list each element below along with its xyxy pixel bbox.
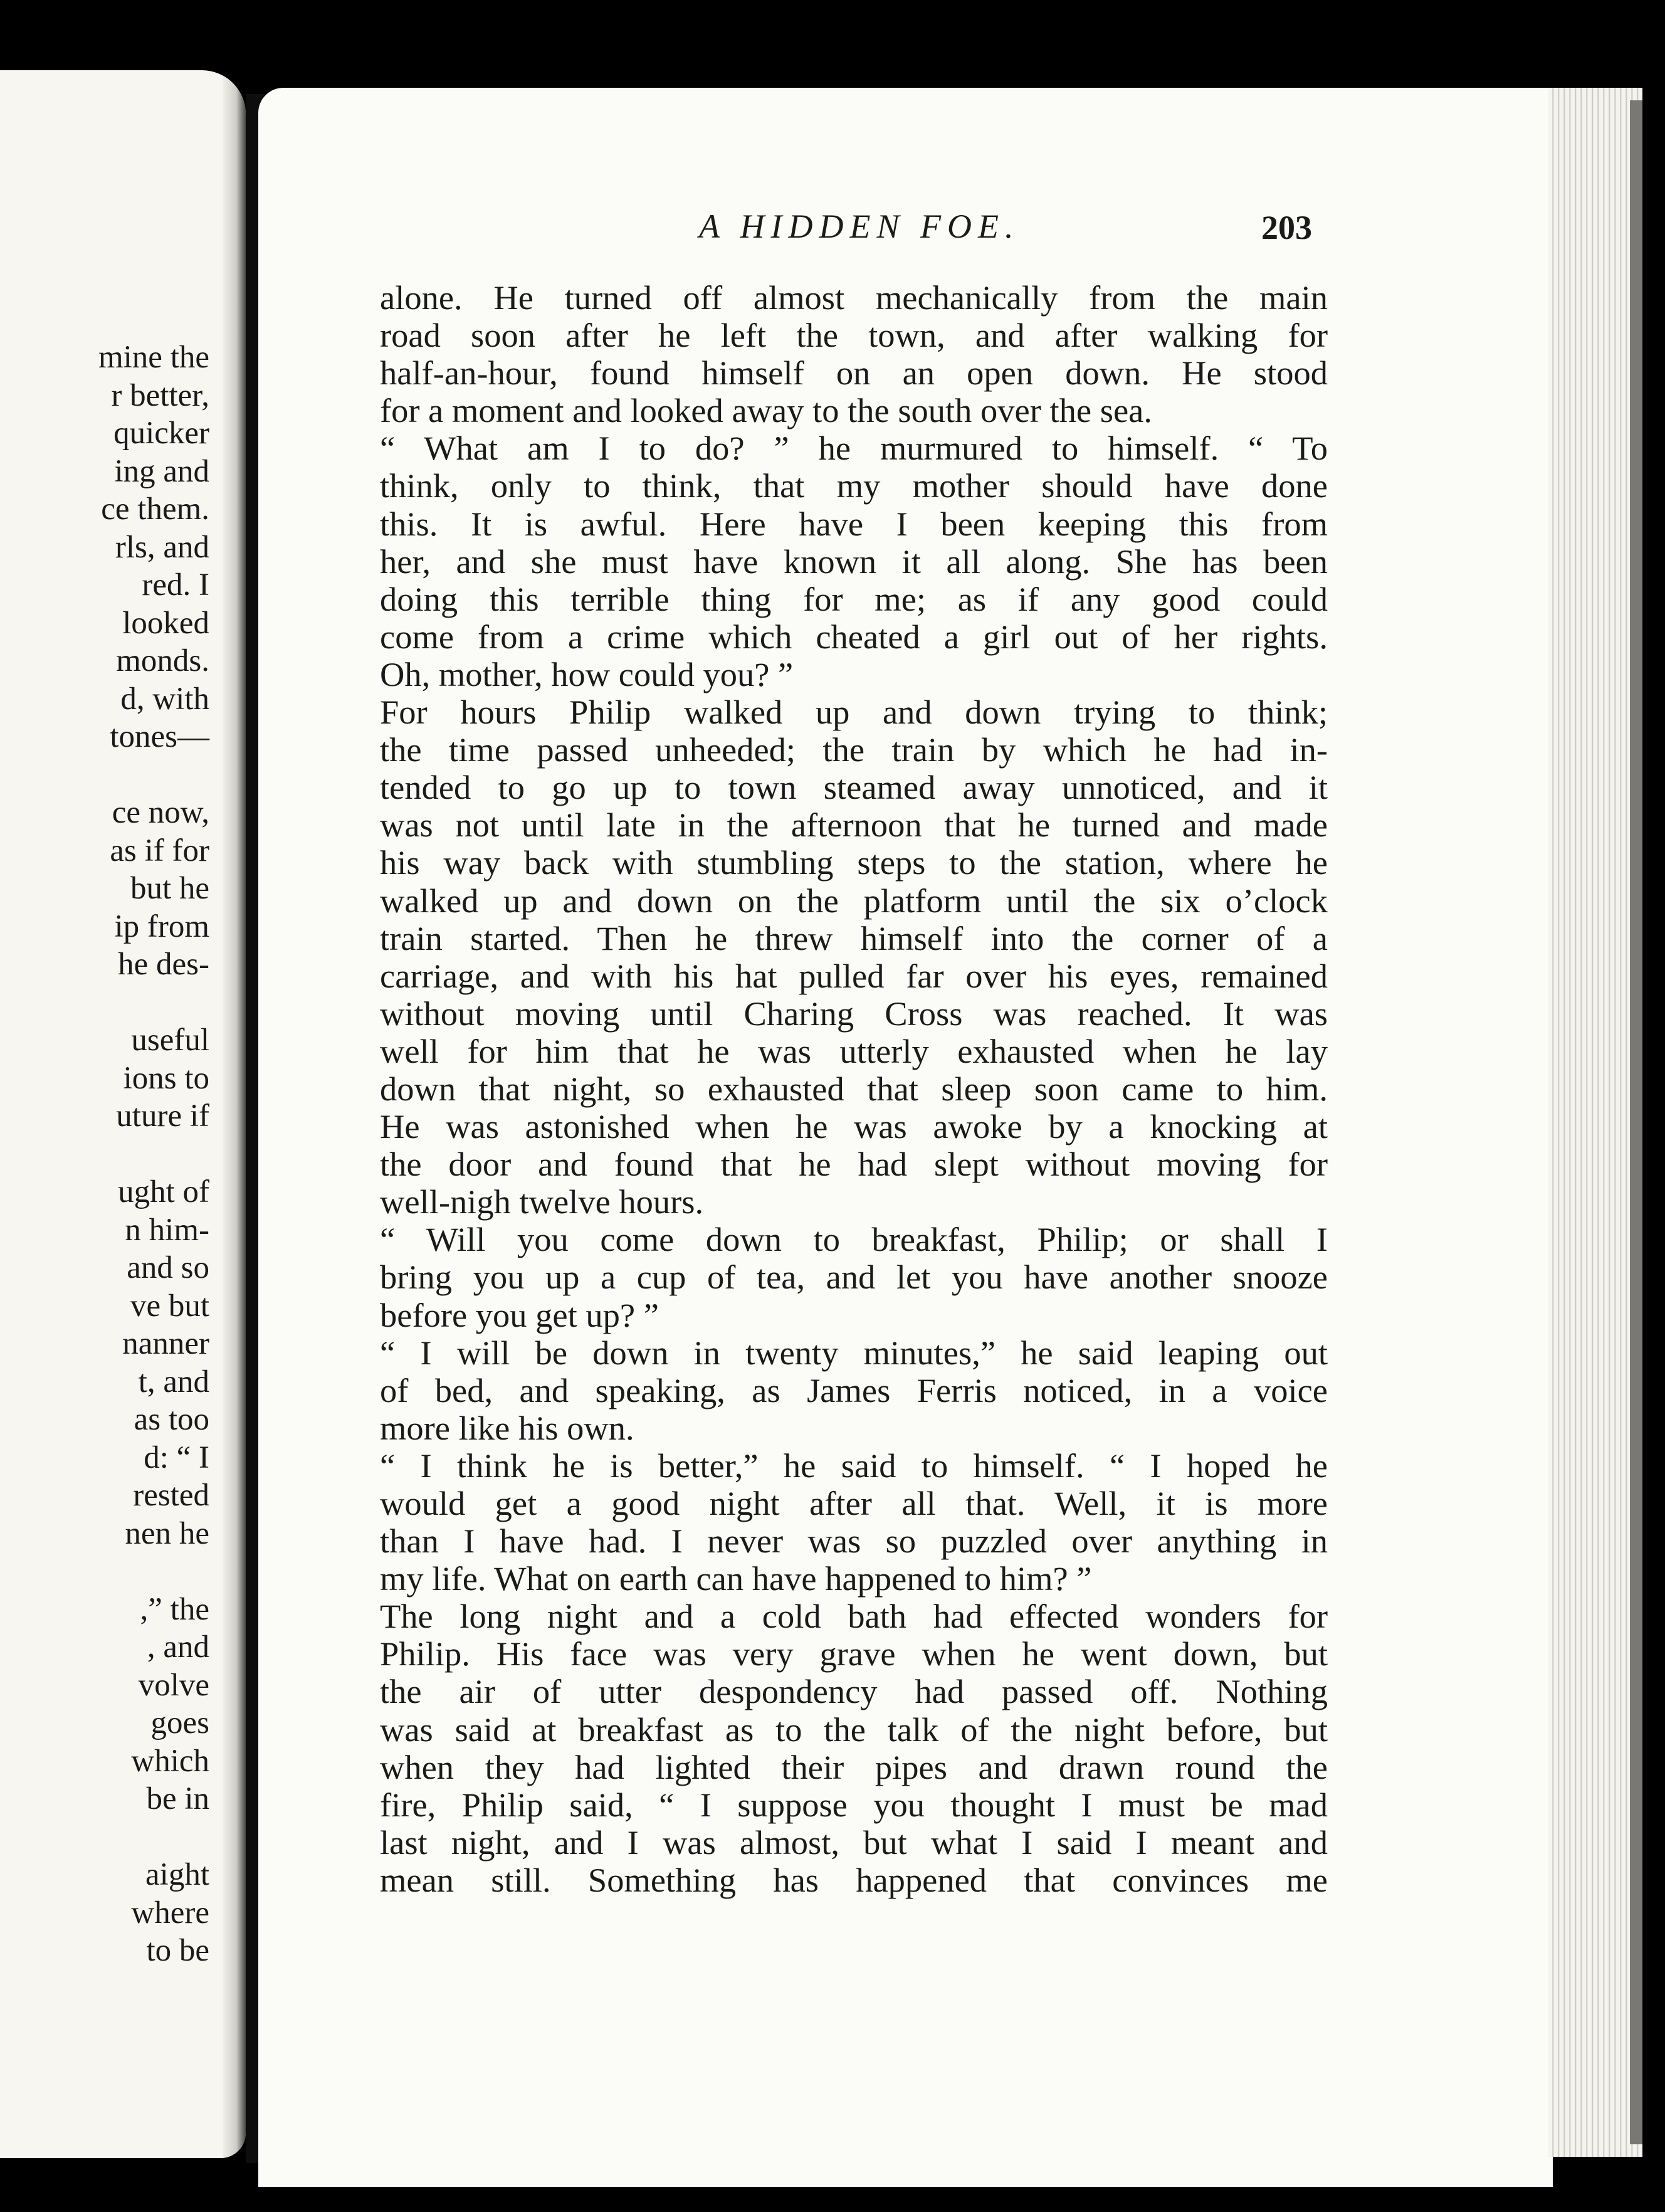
text-line: this. It is awful. Here have I been keeping this from — [380, 504, 1328, 543]
text-line: was said at breakfast as to the talk of the night before, but — [380, 1710, 1328, 1749]
previous-page-line: t, and — [138, 1364, 209, 1399]
page-edges-shadow — [1630, 100, 1642, 2144]
previous-page-line: rested — [133, 1478, 209, 1513]
text-line: when they had lighted their pipes and drawn round the — [380, 1747, 1328, 1786]
previous-page-line: as too — [134, 1402, 209, 1437]
previous-page-line: , and — [147, 1630, 209, 1665]
text-line: bring you up a cup of tea, and let you have another snooze — [380, 1258, 1328, 1297]
text-line: his way back with stumbling steps to the station, where he — [380, 843, 1328, 882]
previous-page-line: as if for — [110, 833, 209, 868]
page-number: 203 — [1261, 209, 1312, 246]
previous-page-text — [98, 339, 209, 1970]
previous-page-line: but he — [130, 871, 209, 906]
previous-page-line: he des- — [118, 947, 209, 982]
text-line: Philip. His face was very grave when he went down, but — [380, 1635, 1328, 1673]
text-line: “ I think he is better,” he said to himself. “ I hoped he — [380, 1446, 1328, 1485]
previous-page-line: nen he — [125, 1515, 209, 1551]
previous-page-line — [98, 1818, 209, 1856]
text-line: the time passed unheeded; the train by which he had in- — [380, 730, 1328, 769]
text-line: was not until late in the afternoon that he turned and made — [380, 806, 1328, 845]
previous-page-line: aight — [145, 1857, 209, 1892]
text-line: well for him that he was utterly exhausted when he lay — [380, 1031, 1328, 1070]
previous-page-line: ions to — [123, 1060, 209, 1096]
previous-page-line: goes — [150, 1705, 209, 1741]
text-line: half-an-hour, found himself on an open down. He stood — [380, 354, 1328, 392]
text-line: before you get up? ” — [380, 1295, 659, 1334]
text-line: tended to go up to town steamed away unnoticed, and it — [380, 768, 1328, 807]
binding-gutter — [223, 70, 246, 2158]
text-line: walked up and down on the platform until the six o’clock — [380, 881, 1328, 920]
running-title: A HIDDEN FOE. — [699, 208, 1020, 245]
text-line: train started. Then he threw himself into the corner of a — [380, 919, 1328, 957]
previous-page-line: d, with — [120, 681, 209, 717]
text-line: alone. He turned off almost mechanically from the main — [380, 278, 1328, 317]
text-line: than I have had. I never was so puzzled over anything in — [380, 1522, 1328, 1561]
text-line: would get a good night after all that. Well, it is more — [380, 1484, 1328, 1522]
previous-page-line: ve but — [130, 1288, 209, 1324]
text-line: last night, and I was almost, but what I said I meant and — [380, 1823, 1328, 1862]
text-line: without moving until Charing Cross was reached. It was — [380, 994, 1328, 1033]
text-line: For hours Philip walked up and down trying to think; — [380, 693, 1328, 732]
page-body-text — [380, 279, 1328, 1899]
previous-page-line: volve — [138, 1667, 209, 1703]
previous-page-line: be in — [146, 1781, 209, 1816]
previous-page-line — [98, 1552, 209, 1591]
text-line: think, only to think, that my mother should have done — [380, 466, 1328, 505]
text-line: down that night, so exhausted that sleep soon came to him. — [380, 1069, 1328, 1108]
running-head — [0, 207, 1665, 251]
previous-page-line: which — [131, 1743, 209, 1779]
text-line: Oh, mother, how could you? ” — [380, 655, 794, 693]
text-line: come from a crime which cheated a girl out of her rights. — [380, 617, 1328, 656]
previous-page-line — [98, 984, 209, 1022]
text-line: of bed, and speaking, as James Ferris noticed, in a voice — [380, 1371, 1328, 1409]
previous-page-line: ce now, — [112, 795, 209, 830]
previous-page-line — [98, 756, 209, 794]
text-line: my life. What on earth can have happened to him? ” — [380, 1559, 1092, 1598]
text-line: the door and found that he had slept without moving for — [380, 1145, 1328, 1184]
text-line: carriage, and with his hat pulled far over his eyes, remained — [380, 956, 1328, 995]
previous-page-line: d: “ I — [144, 1440, 209, 1475]
previous-page-line: rls, and — [115, 529, 209, 565]
text-line: more like his own. — [380, 1408, 634, 1447]
previous-page-line: quicker — [113, 416, 209, 451]
text-line: well-nigh twelve hours. — [380, 1182, 704, 1221]
previous-page-line: ip from — [114, 908, 209, 944]
text-line: “ Will you come down to breakfast, Philip; or shall I — [380, 1220, 1328, 1259]
previous-page-line: looked — [122, 605, 209, 641]
text-line: “ What am I to do? ” he murmured to himself. “ To — [380, 429, 1328, 468]
previous-page-line: ,” the — [140, 1591, 209, 1627]
previous-page-line: n him- — [125, 1212, 209, 1248]
text-line: mean still. Something has happened that convinces me — [380, 1860, 1328, 1899]
previous-page-line: ce them. — [101, 492, 209, 527]
previous-page-line: mine the — [98, 340, 209, 375]
page-edges — [1548, 88, 1642, 2157]
previous-page — [0, 70, 246, 2158]
previous-page-line: uture if — [116, 1098, 209, 1134]
previous-page-line: red. I — [142, 567, 209, 603]
previous-page-line: nanner — [122, 1326, 209, 1361]
previous-page-line: where — [131, 1895, 209, 1930]
text-line: her, and she must have known it all along. She has been — [380, 542, 1328, 581]
text-line: for a moment and looked away to the south over the sea. — [380, 391, 1152, 430]
text-line: He was astonished when he was awoke by a knocking at — [380, 1107, 1328, 1146]
text-line: doing this terrible thing for me; as if any good could — [380, 579, 1328, 618]
text-line: the air of utter despondency had passed off. Nothing — [380, 1672, 1328, 1711]
previous-page-line: r better, — [111, 377, 209, 413]
previous-page-line: ught of — [118, 1174, 209, 1209]
previous-page-line: tones— — [110, 719, 209, 754]
text-line: “ I will be down in twenty minutes,” he said leaping out — [380, 1333, 1328, 1372]
previous-page-line: useful — [131, 1023, 209, 1058]
text-line: fire, Philip said, “ I suppose you thought I must be mad — [380, 1785, 1328, 1824]
previous-page-line: to be — [146, 1933, 209, 1968]
text-line: The long night and a cold bath had effected wonders for — [380, 1597, 1328, 1636]
previous-page-line — [98, 1135, 209, 1174]
previous-page-line: monds. — [116, 643, 209, 678]
text-line: road soon after he left the town, and after walking for — [380, 316, 1328, 355]
previous-page-line: and so — [127, 1250, 209, 1285]
previous-page-line: ing and — [114, 453, 209, 489]
